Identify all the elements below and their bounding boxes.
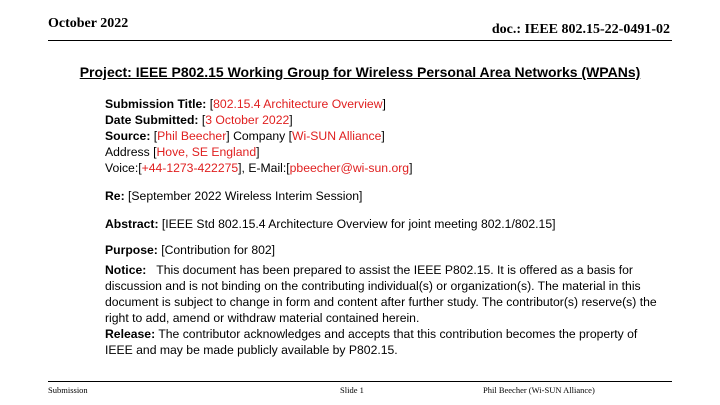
submission-block <box>105 96 665 176</box>
notice-release-block <box>105 262 665 358</box>
address-value: Hove, SE England <box>156 145 257 159</box>
source-name: Phil Beecher <box>157 129 227 143</box>
address-label: Address <box>105 145 150 159</box>
footer-submission: Submission <box>48 385 88 395</box>
voice-label: Voice: <box>105 161 139 175</box>
notice-label: Notice: <box>105 263 147 277</box>
release-label: Release: <box>105 327 156 341</box>
re-label: Re: <box>105 189 125 203</box>
source-row: Source: [Phil Beecher] Company [Wi-SUN Alliance] <box>105 129 385 143</box>
email-label: E-Mail: <box>248 161 287 175</box>
purpose-label: Purpose: <box>105 243 158 257</box>
release-paragraph <box>105 326 665 358</box>
date-submitted-row: Date Submitted: [3 October 2022] <box>105 113 293 127</box>
footer-author: Phil Beecher (Wi-SUN Alliance) <box>483 385 595 395</box>
project-title: Project: IEEE P802.15 Working Group for Wireless Personal Area Networks (WPANs) <box>79 64 641 80</box>
voice-value: +44-1273-422275 <box>141 161 239 175</box>
notice-paragraph <box>105 262 665 326</box>
notice-value: This document has been prepared to assist the IEEE P802.15. It is offered as a basis for discussion and is not binding on the contributing individual(s) or organization(s). The material in this document is subject to change in form and content after further study. The contributor(s) reserve(s) the right to add, amend or withdraw material contained herein. <box>105 263 657 325</box>
purpose-value: [Contribution for 802] <box>161 243 276 257</box>
re-row <box>105 188 665 204</box>
footer-divider <box>48 381 672 382</box>
email-value: pbeecher@wi-sun.org <box>289 161 410 175</box>
submission-title-row: Submission Title: [802.15.4 Architecture Overview] <box>105 97 386 111</box>
address-row: Address [Hove, SE England] <box>105 145 260 159</box>
purpose-row <box>105 242 665 258</box>
date-submitted-label: Date Submitted: <box>105 113 199 127</box>
date-submitted-value: 3 October 2022 <box>205 113 290 127</box>
company-label: Company <box>233 129 286 143</box>
header-divider <box>48 40 672 41</box>
release-value: The contributor acknowledges and accepts that this contribution becomes the property of IEEE and may be made publicly available by P802.15. <box>105 327 638 357</box>
footer-slide-number: Slide 1 <box>340 385 364 395</box>
header-date: October 2022 <box>48 16 129 31</box>
submission-title-value: 802.15.4 Architecture Overview <box>213 97 383 111</box>
re-value: [September 2022 Wireless Interim Session] <box>128 189 363 203</box>
abstract-value: [IEEE Std 802.15.4 Architecture Overview for joint meeting 802.1/802.15] <box>161 217 556 231</box>
abstract-row <box>105 216 665 232</box>
voice-row: Voice:[+44-1273-422275], E-Mail:[pbeecher@wi-sun.org] <box>105 161 413 175</box>
abstract-label: Abstract: <box>105 217 159 231</box>
header-doc-id: doc.: IEEE 802.15-22-0491-02 <box>491 22 670 37</box>
company-value: Wi-SUN Alliance <box>292 129 382 143</box>
source-label: Source: <box>105 129 151 143</box>
submission-title-label: Submission Title: <box>105 97 207 111</box>
